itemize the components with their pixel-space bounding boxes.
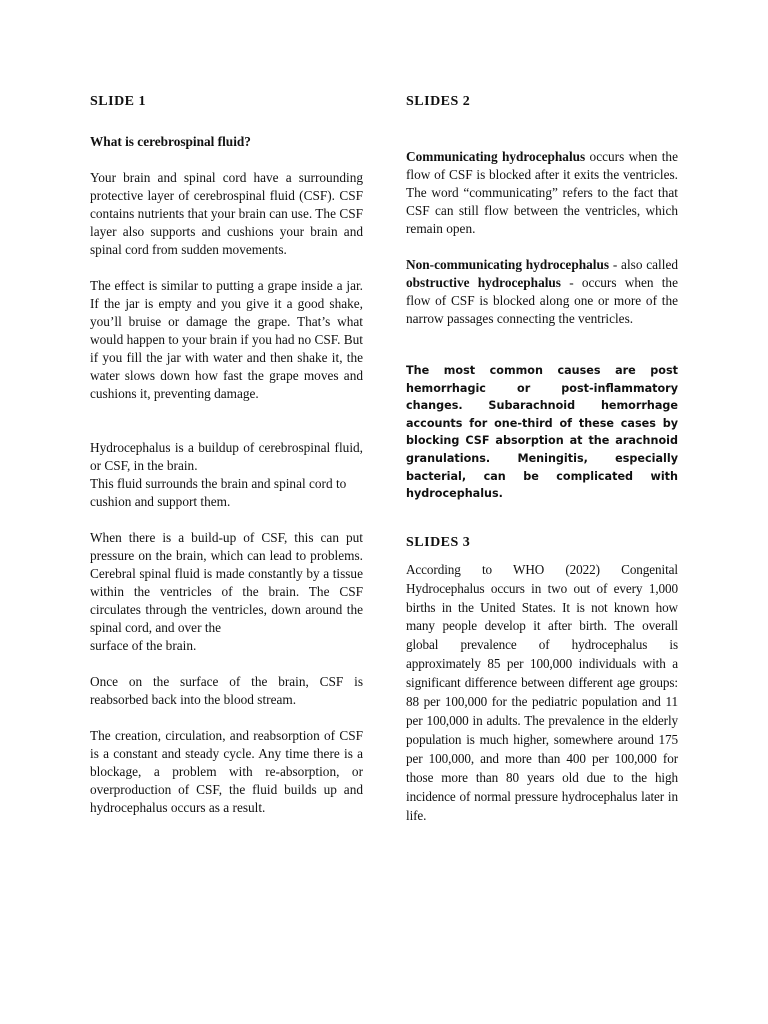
noncommunicating-mid: - also called (609, 257, 678, 272)
communicating-term: Communicating hydrocephalus (406, 149, 586, 164)
obstructive-term: obstructive hydrocephalus (406, 275, 561, 290)
slide1-heading: SLIDE 1 (90, 94, 147, 109)
slide1-paragraph-reabsorbed: Once on the surface of the brain, CSF is reabsorbed back into the blood stream. (90, 674, 363, 707)
slide3-heading: SLIDES 3 (406, 534, 471, 550)
slide3-paragraph-prevalence: According to WHO (2022) Congenital Hydrocephalus occurs in two out of every 1,000 births in the United States. It is not known how many people develop it after birth. The overall global prevalence of hydrocephalus is approximately 85 per 100,000 individuals with a significant difference between different age groups: 88 per 100,000 for the pediatric population and 11 per 100,000 in adults. The prevalence in the elderly population is much higher, somewhere around 175 per 100,000, and more than 400 per 100,000 for those more than 80 years old due to the high incidence of normal pressure hydrocephalus later in life. (406, 561, 678, 823)
slide1-paragraph-cycle: The creation, circulation, and reabsorption of CSF is a constant and steady cycle. Any time there is a blockage, a problem with re-absorption, or overproduction of CSF, the fluid builds up and hydrocephalus occurs as a result. (90, 728, 363, 815)
slide1-paragraph-hydrocephalus (90, 439, 363, 511)
left-column (90, 92, 363, 817)
slide2-paragraph-communicating (406, 148, 678, 238)
slide1-question: What is cerebrospinal fluid? (90, 134, 251, 149)
slide1-paragraph-buildup-main: When there is a build-up of CSF, this can put pressure on the brain, which can lead to problems. Cerebral spinal fluid is made constantly by a tissue within the ventricles of the brain. The CSF circulates through the ventricles, down around the spinal cord, and over the (90, 530, 363, 635)
slide1-paragraph-grape: The effect is similar to putting a grape inside a jar. If the jar is empty and you give it a good shake, you’ll bruise or damage the grape. That’s what would happen to your brain if you had no CSF. But if you fill the jar with water and then shake it, the water slows down how fast the grape moves and cushions it, preventing damage. (90, 278, 363, 401)
slide1-paragraph-hydrocephalus-line1: Hydrocephalus is a buildup of cerebrospinal fluid, or CSF, in the brain. (90, 440, 363, 473)
slide1-paragraph-hydrocephalus-line2: This fluid surrounds the brain and spinal cord to cushion and support them. (90, 476, 347, 509)
slide2-paragraph-causes: The most common causes are post hemorrhagic or post-inflammatory changes. Subarachnoid hemorrhage accounts for one-third of these cases by blocking CSF absorption at the arachnoid granulations. Meningitis, especially bacterial, can be complicated with hydrocephalus. (406, 364, 678, 501)
noncommunicating-text: - occurs when the flow of CSF is blocked along one or more of the narrow passages connecting the ventricles. (406, 275, 678, 326)
slide1-paragraph-buildup (90, 529, 363, 655)
communicating-text: occurs when the flow of CSF is blocked after it exits the ventricles. The word “communicating” refers to the fact that CSF can still flow between the ventricles, which remain open. (406, 149, 678, 236)
right-column (406, 92, 678, 825)
noncommunicating-term: Non-communicating hydrocephalus (406, 257, 610, 272)
slide1-paragraph-csf: Your brain and spinal cord have a surrounding protective layer of cerebrospinal fluid (CSF). CSF contains nutrients that your brain can use. The CSF layer also supports and cushions your brain and spinal cord from sudden movements. (90, 170, 363, 257)
slide1-paragraph-buildup-tail: surface of the brain. (90, 638, 197, 653)
slide2-paragraph-noncommunicating (406, 256, 678, 328)
slide2-heading: SLIDES 2 (406, 94, 471, 109)
